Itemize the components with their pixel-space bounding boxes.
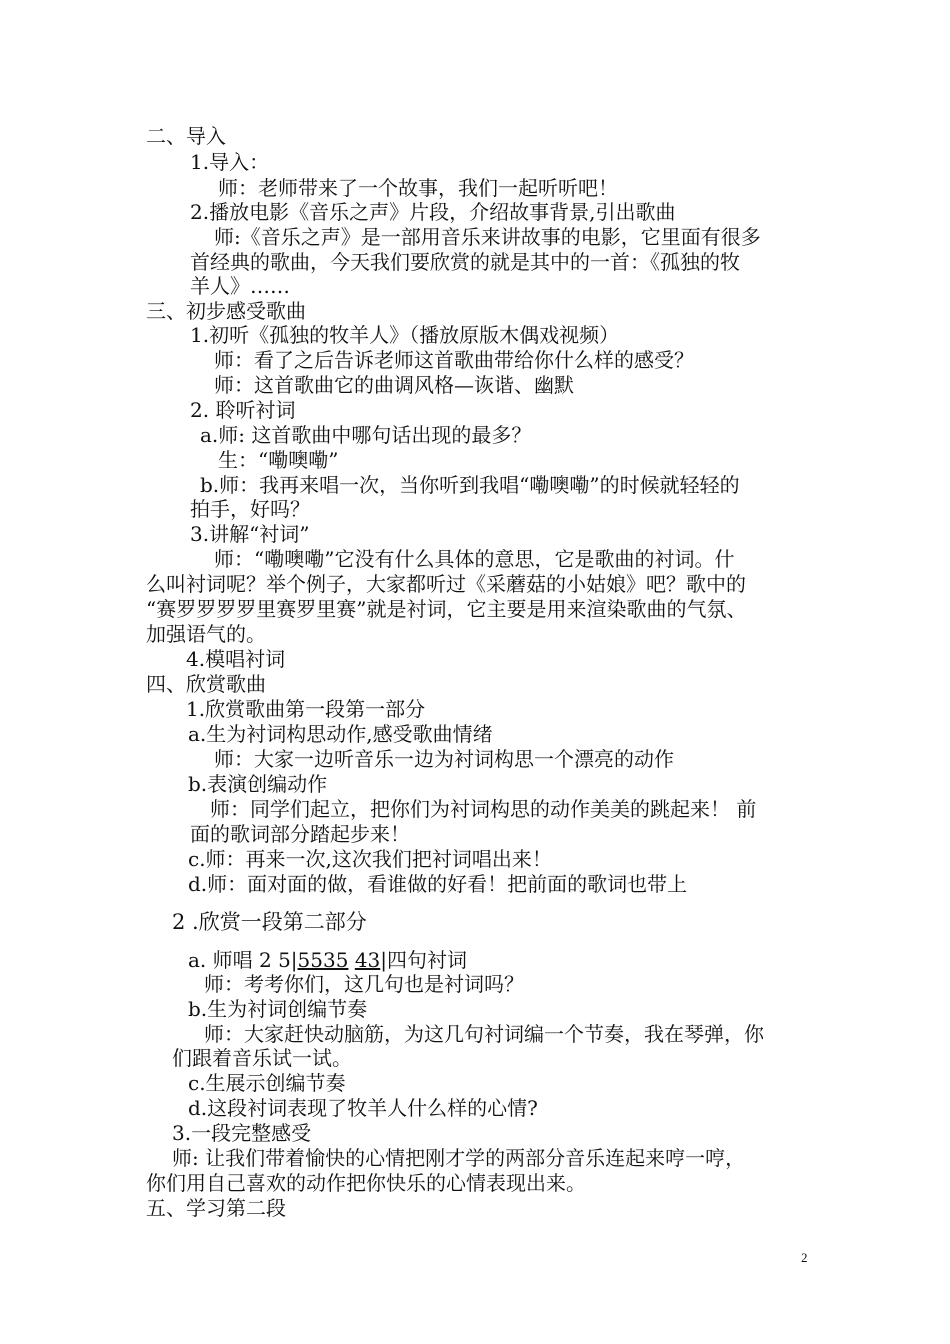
text-line: 面的歌词部分踏起步来！ [190, 822, 410, 846]
section-heading-4: 四、欣赏歌曲 [146, 672, 266, 696]
text-line: b.生为衬词创编节奏 [188, 997, 368, 1021]
text-line: 2. 聆听衬词 [190, 398, 296, 422]
section-heading-2: 二、导入 [146, 124, 226, 148]
text-line: 1.初听《孤独的牧羊人》（播放原版木偶戏视频） [190, 323, 620, 347]
notation-line [188, 948, 467, 972]
text-line: 3.一段完整感受 [172, 1121, 312, 1145]
text-line: 拍手，好吗？ [190, 497, 310, 521]
text-line: b.师：我再来唱一次，当你听到我唱“嘞噢嘞”的时候就轻轻的 [200, 473, 740, 497]
text-line: 1.欣赏歌曲第一段第一部分 [186, 697, 426, 721]
text-line: 师：同学们起立，把你们为衬词构思的动作美美的跳起来！ 前 [210, 797, 757, 821]
text-line: 师：大家赶快动脑筋，为这几句衬词编一个节奏，我在琴弹，你 [204, 1022, 764, 1046]
page-number: 2 [801, 1250, 808, 1265]
text-line: 师：这首歌曲它的曲调风格—诙谐、幽默 [214, 373, 574, 397]
text-line: 师：看了之后告诉老师这首歌曲带给你什么样的感受？ [214, 348, 694, 372]
text-line: 们跟着音乐试一试。 [172, 1046, 352, 1070]
text-line: a.生为衬词构思动作,感受歌曲情绪 [188, 722, 493, 746]
text-line: 师：考考你们，这几句也是衬词吗？ [204, 972, 524, 996]
text-line: 加强语气的。 [146, 622, 266, 646]
text-line: 你们用自己喜欢的动作把你快乐的心情表现出来。 [146, 1171, 586, 1195]
text-line: “赛罗罗罗罗里赛罗里赛”就是衬词，它主要是用来渲染歌曲的气氛、 [146, 597, 747, 621]
subsection-heading: 2 .欣赏一段第二部分 [172, 910, 367, 934]
text-line: 4.模唱衬词 [186, 647, 286, 671]
section-heading-3: 三、初步感受歌曲 [146, 299, 306, 323]
text-line: 师:《音乐之声》是一部用音乐来讲故事的电影，它里面有很多 [214, 225, 761, 249]
text-line: 师：大家一边听音乐一边为衬词构思一个漂亮的动作 [214, 747, 674, 771]
text-line: 羊人》…… [190, 274, 290, 298]
text-line: 2.播放电影《音乐之声》片段，介绍故事背景,引出歌曲 [190, 200, 676, 224]
text-line: a.师: 这首歌曲中哪句话出现的最多？ [200, 423, 532, 447]
text-line: 师：老师带来了一个故事，我们一起听听吧！ [218, 176, 618, 200]
text-line: 师: 让我们带着愉快的心情把刚才学的两部分音乐连起来哼一哼， [172, 1146, 746, 1170]
text-line: d.这段衬词表现了牧羊人什么样的心情? [188, 1096, 538, 1120]
notation-prefix: a. 师唱 2 5| [188, 948, 298, 972]
notation-underlined-2: 43 [354, 948, 381, 972]
text-line: 生：“嘞噢嘞” [218, 448, 339, 472]
section-heading-5: 五、学习第二段 [146, 1196, 286, 1220]
text-line: 1.导入： [190, 150, 270, 174]
text-line: c.师：再来一次,这次我们把衬词唱出来！ [188, 847, 552, 871]
text-line: 3.讲解“衬词” [190, 522, 310, 546]
text-line: 首经典的歌曲，今天我们要欣赏的就是其中的一首：《孤独的牧 [190, 250, 740, 274]
text-line: 么叫衬词呢？举个例子，大家都听过《采蘑菇的小姑娘》吧？歌中的 [146, 572, 746, 596]
notation-tail: |四句衬词 [380, 948, 468, 972]
text-line: d.师：面对面的做，看谁做的好看！把前面的歌词也带上 [188, 872, 688, 896]
text-line: 师：“嘞噢嘞”它没有什么具体的意思，它是歌曲的衬词。什 [214, 547, 735, 571]
notation-underlined-1: 5535 [297, 948, 349, 972]
text-line: b.表演创编动作 [188, 772, 328, 796]
text-line: c.生展示创编节奏 [188, 1071, 346, 1095]
